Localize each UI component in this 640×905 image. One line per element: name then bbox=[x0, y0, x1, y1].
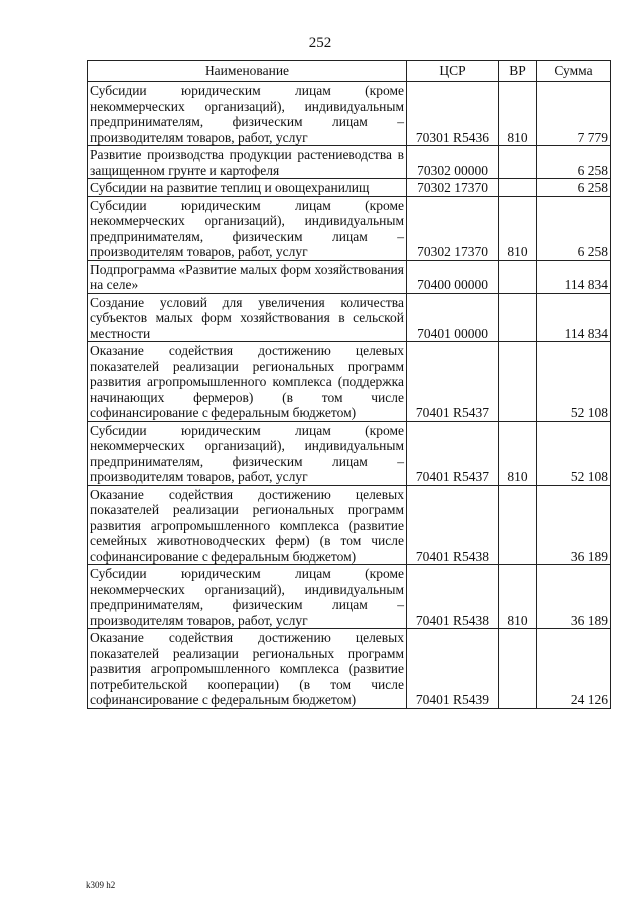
row-vr bbox=[499, 260, 537, 293]
row-name: Оказание содействия достижению целевых показателей реализации региональных программ развития агропромышленного комплекса (развитие потребительской кооперации) (в том числе софинансирование с федеральным бюджетом) bbox=[88, 629, 407, 709]
row-name: Субсидии юридическим лицам (кроме некоммерческих организаций), индивидуальным предпринимателям, физическим лицам – производителям товаров, работ, услуг bbox=[88, 565, 407, 629]
row-vr bbox=[499, 179, 537, 197]
table-row bbox=[88, 179, 611, 197]
row-sum: 52 108 bbox=[537, 342, 611, 422]
row-sum: 6 258 bbox=[537, 146, 611, 179]
row-vr: 810 bbox=[499, 82, 537, 146]
row-sum: 6 258 bbox=[537, 179, 611, 197]
header-sum: Сумма bbox=[537, 61, 611, 82]
table-row bbox=[88, 260, 611, 293]
footer-code: k309 h2 bbox=[86, 880, 116, 890]
row-name: Подпрограмма «Развитие малых форм хозяйствования на селе» bbox=[88, 260, 407, 293]
row-name: Субсидии юридическим лицам (кроме некоммерческих организаций), индивидуальным предпринимателям, физическим лицам – производителям товаров, работ, услуг bbox=[88, 82, 407, 146]
row-vr bbox=[499, 485, 537, 565]
row-code: 70401 R5437 bbox=[407, 342, 499, 422]
row-code: 70302 00000 bbox=[407, 146, 499, 179]
row-sum: 24 126 bbox=[537, 629, 611, 709]
row-vr bbox=[499, 146, 537, 179]
table-row bbox=[88, 342, 611, 422]
row-vr: 810 bbox=[499, 421, 537, 485]
table-row bbox=[88, 629, 611, 709]
page-number: 252 bbox=[308, 35, 332, 51]
row-code: 70401 00000 bbox=[407, 293, 499, 342]
row-name: Оказание содействия достижению целевых показателей реализации региональных программ развития агропромышленного комплекса (развитие семейных животноводческих ферм) (в том числе софинансирование с федеральным бюджетом) bbox=[88, 485, 407, 565]
row-code: 70302 17370 bbox=[407, 179, 499, 197]
row-code: 70401 R5438 bbox=[407, 565, 499, 629]
budget-table bbox=[87, 60, 611, 709]
table-row bbox=[88, 421, 611, 485]
table-row bbox=[88, 82, 611, 146]
table-header-row bbox=[88, 61, 611, 82]
row-sum: 114 834 bbox=[537, 260, 611, 293]
header-code: ЦСР bbox=[407, 61, 499, 82]
header-name: Наименование bbox=[88, 61, 407, 82]
row-sum: 36 189 bbox=[537, 485, 611, 565]
row-code: 70302 17370 bbox=[407, 196, 499, 260]
row-code: 70401 R5439 bbox=[407, 629, 499, 709]
row-sum: 36 189 bbox=[537, 565, 611, 629]
row-sum: 52 108 bbox=[537, 421, 611, 485]
row-name: Создание условий для увеличения количества субъектов малых форм хозяйствования в сельской местности bbox=[88, 293, 407, 342]
row-code: 70400 00000 bbox=[407, 260, 499, 293]
row-sum: 6 258 bbox=[537, 196, 611, 260]
table-row bbox=[88, 196, 611, 260]
row-vr bbox=[499, 293, 537, 342]
row-sum: 7 779 bbox=[537, 82, 611, 146]
row-code: 70401 R5437 bbox=[407, 421, 499, 485]
table-row bbox=[88, 485, 611, 565]
row-name: Оказание содействия достижению целевых показателей реализации региональных программ развития агропромышленного комплекса (поддержка начинающих фермеров) (в том числе софинансирование с федеральным бюджетом) bbox=[88, 342, 407, 422]
row-name: Субсидии юридическим лицам (кроме некоммерческих организаций), индивидуальным предпринимателям, физическим лицам – производителям товаров, работ, услуг bbox=[88, 196, 407, 260]
table-row bbox=[88, 293, 611, 342]
row-vr bbox=[499, 629, 537, 709]
table-row bbox=[88, 565, 611, 629]
row-sum: 114 834 bbox=[537, 293, 611, 342]
row-name: Субсидии юридическим лицам (кроме некоммерческих организаций), индивидуальным предпринимателям, физическим лицам – производителям товаров, работ, услуг bbox=[88, 421, 407, 485]
row-vr bbox=[499, 342, 537, 422]
row-vr: 810 bbox=[499, 196, 537, 260]
row-code: 70301 R5436 bbox=[407, 82, 499, 146]
row-name: Развитие производства продукции растениеводства в защищенном грунте и картофеля bbox=[88, 146, 407, 179]
header-vr: ВР bbox=[499, 61, 537, 82]
table-row bbox=[88, 146, 611, 179]
row-code: 70401 R5438 bbox=[407, 485, 499, 565]
row-name: Субсидии на развитие теплиц и овощехранилищ bbox=[88, 179, 407, 197]
row-vr: 810 bbox=[499, 565, 537, 629]
